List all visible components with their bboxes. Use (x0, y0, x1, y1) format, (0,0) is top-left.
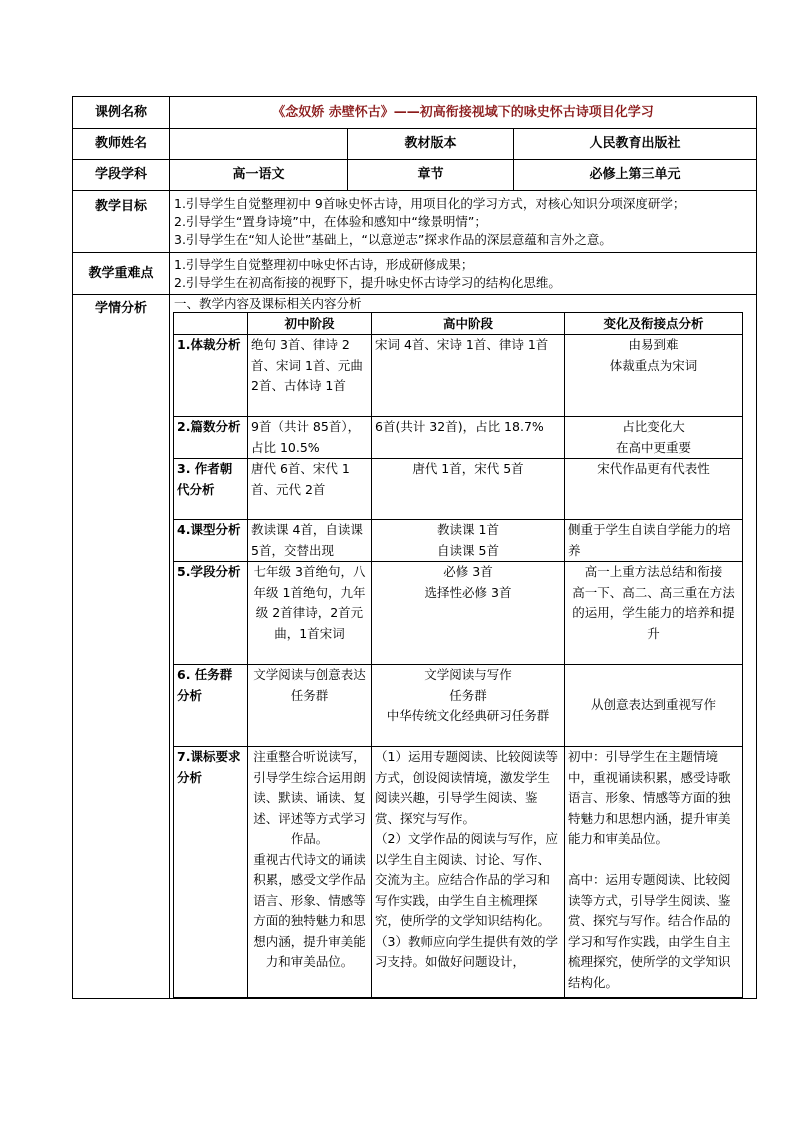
junior-cell: 绝句 3首、律诗 2首、宋词 1首、元曲 2首、古体诗 1首 (248, 335, 372, 417)
lesson-plan-page (72, 96, 756, 999)
change-cell: 宋代作品更有代表性 (565, 459, 743, 520)
table-row (174, 520, 743, 562)
header-senior: 高中阶段 (372, 313, 565, 335)
section-title: 一、教学内容及课标相关内容分析 (174, 296, 362, 311)
change-cell-wrap (565, 747, 743, 998)
key-point-item: 1.引导学生自觉整理初中咏史怀古诗，形成研修成果； (174, 256, 474, 272)
table-row (174, 459, 743, 520)
teacher-value (170, 129, 348, 160)
row-label: 4.课型分析 (174, 520, 248, 562)
header-blank (174, 313, 248, 335)
key-point-item: 2.引导学生在初高衔接的视野下，提升咏史怀古诗学习的结构化思维。 (174, 274, 561, 290)
junior-cell: 注重整合听说读写，引导学生综合运用朗读、默读、诵读、复述、评述等方式学习作品。 重视古代诗文的诵读积累，感受文学作品语言、形象、情感等方面的独特魅力和思想内涵，提升审美能力和审美品位。 (253, 749, 366, 969)
senior-cell: 必修 3首 选择性必修 3首 (372, 562, 565, 665)
grade-label: 学段学科 (73, 160, 170, 191)
analysis-label: 学情分析 (73, 295, 170, 999)
senior-cell-wrap (372, 747, 565, 998)
textbook-label: 教材版本 (348, 129, 514, 160)
table-row (174, 747, 743, 998)
analysis-table (173, 312, 743, 998)
senior-cell: 教读课 1首 自读课 5首 (372, 520, 565, 562)
case-name: 《念奴娇 赤壁怀古》——初高衔接视域下的咏史怀古诗项目化学习 (170, 97, 757, 129)
teacher-label: 教师姓名 (73, 129, 170, 160)
grade-value: 高一语文 (170, 160, 348, 191)
change-cell: 高一上重方法总结和衔接 高一下、高二、高三重在方法的运用，学生能力的培养和提升 (565, 562, 743, 665)
row-label: 2.篇数分析 (174, 417, 248, 459)
analysis-content (170, 295, 757, 999)
change-cell: 从创意表达到重视写作 (565, 665, 743, 747)
change-cell: 占比变化大 在高中更重要 (565, 417, 743, 459)
table-row (174, 335, 743, 417)
goal-item: 3.引导学生在“知人论世”基础上，“以意逆志”探求作品的深层意蕴和言外之意。 (174, 231, 612, 247)
row-label: 1.体裁分析 (174, 335, 248, 417)
header-change: 变化及衔接点分析 (565, 313, 743, 335)
key-points-content (170, 253, 757, 295)
row-label: 5.学段分析 (174, 562, 248, 665)
junior-cell-wrap (248, 747, 372, 998)
row-label: 7.课标要求分析 (174, 747, 248, 998)
goal-item: 2.引导学生“置身诗境”中，在体验和感知中“缘景明情”； (174, 213, 487, 229)
key-points-label: 教学重难点 (73, 253, 170, 295)
junior-cell: 9首（共计 85首），占比 10.5% (248, 417, 372, 459)
case-name-label: 课例名称 (73, 97, 170, 129)
lesson-plan-table (72, 96, 757, 999)
senior-cell: 6首(共计 32首)，占比 18.7% (372, 417, 565, 459)
table-row (174, 417, 743, 459)
change-cell: 初中：引导学生在主题情境中，重视诵读积累，感受诗歌语言、形象、情感等方面的独特魅力和思想内涵，提升审美能力和审美品位。 高中：运用专题阅读、比较阅读等方式，引导学生阅读、鉴赏、探究与写作。结合作品的学习和写作实践，由学生自主梳理探究，使所学的文学知识结构化。 (568, 749, 731, 990)
goals-content (170, 191, 757, 253)
table-row (174, 665, 743, 747)
header-junior: 初中阶段 (248, 313, 372, 335)
junior-cell: 教读课 4首，自读课 5首，交替出现 (248, 520, 372, 562)
goals-label: 教学目标 (73, 191, 170, 253)
chapter-label: 章节 (348, 160, 514, 191)
goal-item: 1.引导学生自觉整理初中 9首咏史怀古诗，用项目化的学习方式，对核心知识分项深度研学； (174, 195, 686, 211)
change-cell: 侧重于学生自读自学能力的培养 (565, 520, 743, 562)
textbook-value: 人民教育出版社 (514, 129, 757, 160)
junior-cell: 文学阅读与创意表达任务群 (248, 665, 372, 747)
junior-cell: 唐代 6首、宋代 1首、元代 2首 (248, 459, 372, 520)
senior-cell: 宋词 4首、宋诗 1首、律诗 1首 (372, 335, 565, 417)
row-label: 6. 任务群 分析 (174, 665, 248, 747)
chapter-value: 必修上第三单元 (514, 160, 757, 191)
senior-cell: （1）运用专题阅读、比较阅读等方式，创设阅读情境，激发学生阅读兴趣，引导学生阅读、鉴赏、探究与写作。 （2）文学作品的阅读与写作，应以学生自主阅读、讨论、写作、交流为主。应结合作品的学习和写作实践，由学生自主梳理探究，使所学的文学知识结构化。 （3）教师应向学生提供有效的学习支持。如做好问题设计， (375, 749, 558, 969)
senior-cell: 文学阅读与写作 任务群 中华传统文化经典研习任务群 (372, 665, 565, 747)
senior-cell: 唐代 1首，宋代 5首 (372, 459, 565, 520)
row-label: 3. 作者朝代分析 (174, 459, 248, 520)
junior-cell: 七年级 3首绝句，八年级 1首绝句，九年级 2首律诗，2首元曲，1首宋词 (248, 562, 372, 665)
change-cell: 由易到难 体裁重点为宋词 (565, 335, 743, 417)
table-row (174, 562, 743, 665)
